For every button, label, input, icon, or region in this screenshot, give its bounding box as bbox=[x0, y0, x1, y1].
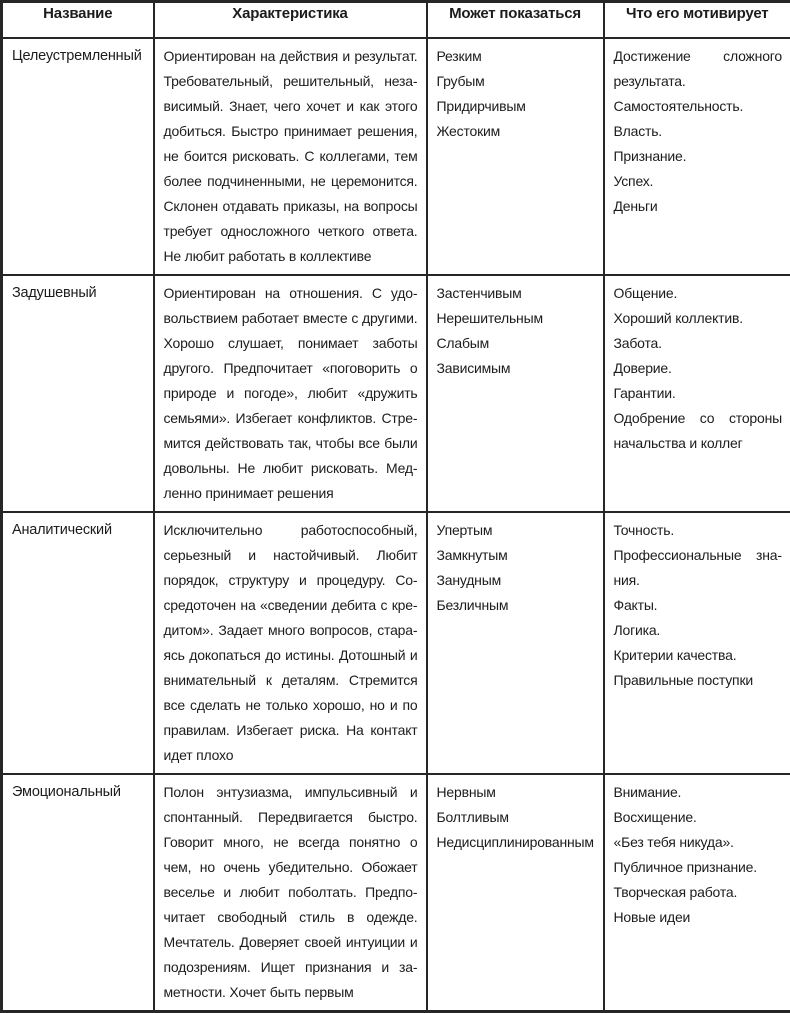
motivator-item: Успех. bbox=[614, 169, 783, 194]
motivator-item: Самостоятельность. bbox=[614, 94, 783, 119]
motivator-item: Новые идеи bbox=[614, 905, 783, 930]
may-seem-item: Грубым bbox=[437, 69, 595, 94]
type-motivators bbox=[604, 774, 790, 1012]
motivator-item: Деньги bbox=[614, 194, 783, 219]
motivator-item: Признание. bbox=[614, 144, 783, 169]
may-seem-item: Замкнутым bbox=[437, 543, 595, 568]
motivator-item: Власть. bbox=[614, 119, 783, 144]
motivator-item: Доверие. bbox=[614, 356, 783, 381]
motivator-item: Забота. bbox=[614, 331, 783, 356]
header-may-seem: Может показаться bbox=[427, 2, 604, 38]
may-seem-item: Слабым bbox=[437, 331, 595, 356]
motivator-item: Достижение сложного результата. bbox=[614, 44, 783, 94]
may-seem-item: Жестоким bbox=[437, 119, 595, 144]
type-name: Аналитический bbox=[2, 512, 154, 774]
motivator-item: Точность. bbox=[614, 518, 783, 543]
motivator-item: Логика. bbox=[614, 618, 783, 643]
motivator-item: Хороший коллектив. bbox=[614, 306, 783, 331]
type-characteristic: Ориентирован на действия и результат. Требовательный, решительный, независимый. Знает, чего хочет и как этого добиться. Быстро принимает решения, не боится рисковать. С коллегами, тем более подчиненными, не церемонится. Склонен отдавать приказы, на вопросы требует односложного четкого ответа. Не любит работать в коллективе bbox=[154, 38, 427, 275]
table-row-analytical bbox=[2, 512, 790, 774]
type-may-seem bbox=[427, 275, 604, 512]
header-name: Название bbox=[2, 2, 154, 38]
may-seem-item: Нерешительным bbox=[437, 306, 595, 331]
type-name: Задушевный bbox=[2, 275, 154, 512]
may-seem-item: Застенчивым bbox=[437, 281, 595, 306]
motivator-item: Профессиональные знания. bbox=[614, 543, 783, 593]
type-motivators bbox=[604, 512, 790, 774]
header-row bbox=[2, 2, 790, 38]
header-motivates: Что его мотивирует bbox=[604, 2, 790, 38]
may-seem-item: Нервным bbox=[437, 780, 595, 805]
type-may-seem bbox=[427, 774, 604, 1012]
may-seem-item: Придирчивым bbox=[437, 94, 595, 119]
type-characteristic: Полон энтузиазма, импульсивный и спонтанный. Передвигается быстро. Говорит много, не всегда понятно о чем, но очень убедительно. Обожает веселье и любит поболтать. Предпочитает свободный стиль в одежде. Мечтатель. Доверяет своей интуиции и подозрениям. Ищет признания и заметности. Хочет быть первым bbox=[154, 774, 427, 1012]
motivator-item: Факты. bbox=[614, 593, 783, 618]
motivator-item: «Без тебя никуда». bbox=[614, 830, 783, 855]
may-seem-item: Зависимым bbox=[437, 356, 595, 381]
may-seem-item: Недисциплинированным bbox=[437, 830, 595, 855]
motivator-item: Внимание. bbox=[614, 780, 783, 805]
header-characteristic: Характеристика bbox=[154, 2, 427, 38]
type-may-seem bbox=[427, 38, 604, 275]
may-seem-item: Резким bbox=[437, 44, 595, 69]
table-row-goal-oriented bbox=[2, 38, 790, 275]
motivator-item: Творческая работа. bbox=[614, 880, 783, 905]
type-characteristic: Исключительно работоспособный, серьезный и настойчивый. Любит порядок, структуру и процедуру. Сосредоточен на «сведении дебита с кредитом». Задает много вопросов, стараясь докопаться до истины. Дотошный и внимательный к деталям. Стремится все сделать не только хорошо, но и по правилам. Избегает риска. На контакт идет плохо bbox=[154, 512, 427, 774]
type-name: Целеустремленный bbox=[2, 38, 154, 275]
type-motivators bbox=[604, 38, 790, 275]
motivator-item: Гарантии. bbox=[614, 381, 783, 406]
motivator-item: Восхищение. bbox=[614, 805, 783, 830]
motivator-item: Общение. bbox=[614, 281, 783, 306]
type-may-seem bbox=[427, 512, 604, 774]
may-seem-item: Занудным bbox=[437, 568, 595, 593]
table-row-emotional bbox=[2, 774, 790, 1012]
type-motivators bbox=[604, 275, 790, 512]
type-name: Эмоциональный bbox=[2, 774, 154, 1012]
motivator-item: Одобрение со стороны начальства и коллег bbox=[614, 406, 783, 456]
type-characteristic: Ориентирован на отношения. С удовольствием работает вместе с другими. Хорошо слушает, понимает заботы другого. Предпочитает «поговорить о природе и погоде», любит «дружить семьями». Избегает конфликтов. Стремится действовать так, чтобы все были довольны. Не любит рисковать. Медленно принимает решения bbox=[154, 275, 427, 512]
motivator-item: Публичное признание. bbox=[614, 855, 783, 880]
motivator-item: Критерии качества. bbox=[614, 643, 783, 668]
may-seem-item: Упертым bbox=[437, 518, 595, 543]
table-row-amiable bbox=[2, 275, 790, 512]
may-seem-item: Болтливым bbox=[437, 805, 595, 830]
may-seem-item: Безличным bbox=[437, 593, 595, 618]
motivator-item: Правильные поступки bbox=[614, 668, 783, 693]
